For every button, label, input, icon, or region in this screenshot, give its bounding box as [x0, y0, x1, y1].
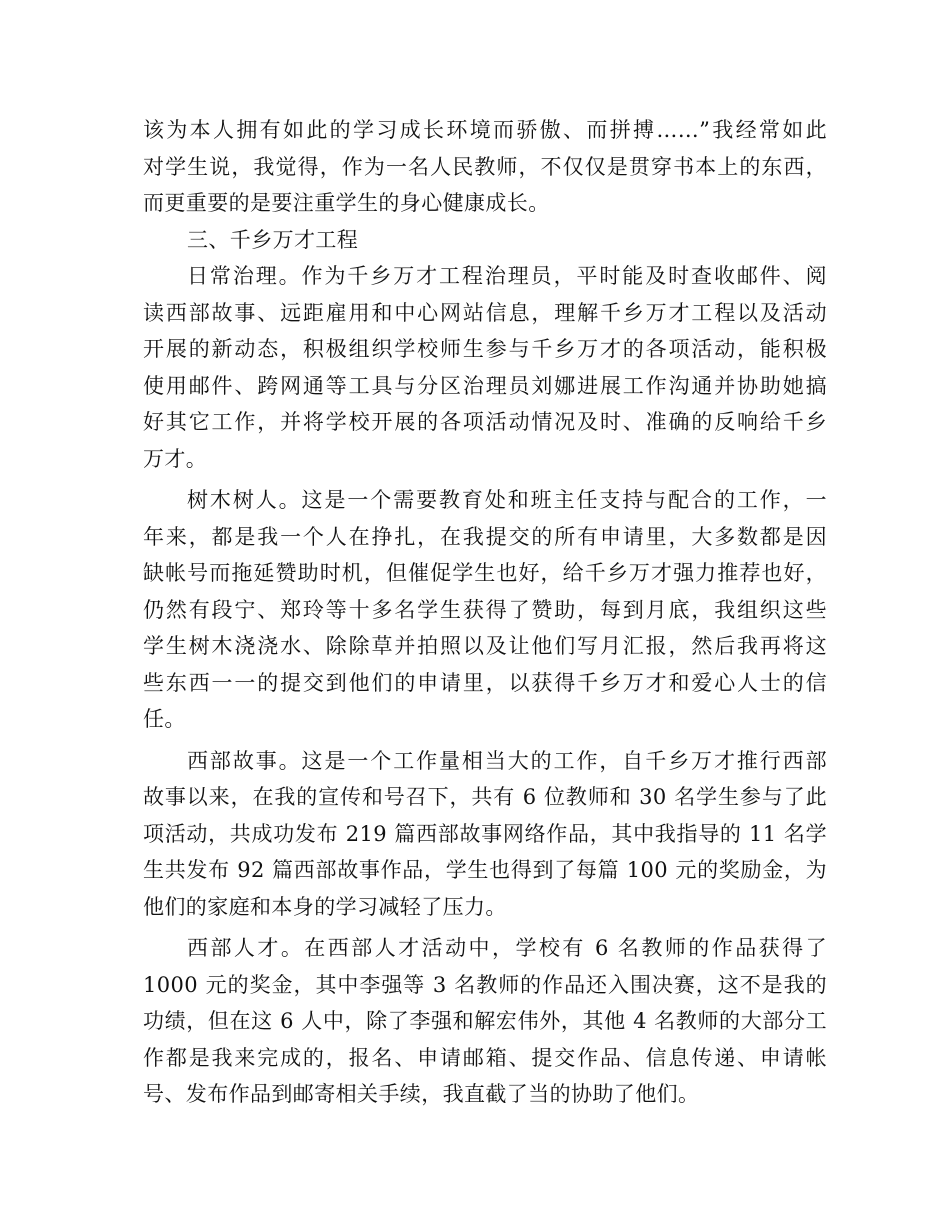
- text-line: 任。: [143, 707, 186, 731]
- text-line: 日常治理。作为千乡万才工程治理员，平时能及时查收邮件、阅: [187, 264, 827, 288]
- text-line: 三、千乡万才工程: [187, 227, 359, 252]
- text-line: 1000 元的奖金，其中李强等 3 名教师的作品还入围决赛，这不是我的: [143, 972, 827, 997]
- text-line: 对学生说，我觉得，作为一名人民教师，不仅仅是贯穿书本上的东西，: [143, 154, 827, 179]
- text-line: 学生树木浇浇水、除除草并拍照以及让他们写月汇报，然后我再将这: [143, 634, 827, 658]
- text-line: 项活动，共成功发布 219 篇西部故事网络作品，其中我指导的 11 名学: [143, 821, 827, 846]
- text-line: 缺帐号而拖延赞助时机，但催促学生也好，给千乡万才强力推荐也好，: [143, 561, 827, 585]
- text-line: 些东西一一的提交到他们的申请里，以获得千乡万才和爱心人士的信: [143, 670, 827, 695]
- text-line: 使用邮件、跨网通等工具与分区治理员刘娜进展工作沟通并协助她搞: [143, 373, 827, 398]
- text-line: 故事以来，在我的宣传和号召下，共有 6 位教师和 30 名学生参与了此: [143, 785, 827, 809]
- text-line: 功绩，但在这 6 人中，除了李强和解宏伟外，其他 4 名教师的大部分工: [143, 1009, 827, 1033]
- text-line: 西部人才。在西部人才活动中，学校有 6 名教师的作品获得了: [187, 936, 827, 960]
- text-line: 该为本人拥有如此的学习成长环境而骄傲、而拼搏……”我经常如此: [143, 118, 827, 142]
- text-line: 好其它工作，并将学校开展的各项活动情况及时、准确的反响给千乡: [143, 410, 827, 434]
- text-line: 年来，都是我一个人在挣扎，在我提交的所有申请里，大多数都是因: [143, 524, 827, 549]
- text-line: 仍然有段宁、郑玲等十多名学生获得了赞助，每到月底，我组织这些: [143, 597, 827, 622]
- text-line: 作都是我来完成的，报名、申请邮箱、提交作品、信息传递、申请帐: [143, 1045, 827, 1070]
- text-line: 生共发布 92 篇西部故事作品，学生也得到了每篇 100 元的奖励金，为: [143, 858, 827, 882]
- text-line: 他们的家庭和本身的学习减轻了压力。: [143, 894, 507, 919]
- text-line: 万才。: [143, 446, 208, 471]
- text-line: 而更重要的是要注重学生的身心健康成长。: [143, 191, 550, 215]
- text-line: 西部故事。这是一个工作量相当大的工作，自千乡万才推行西部: [187, 748, 827, 773]
- text-line: 号、发布作品到邮寄相关手续，我直截了当的协助了他们。: [143, 1082, 700, 1106]
- text-line: 读西部故事、远距雇用和中心网站信息，理解千乡万才工程以及活动: [143, 300, 827, 325]
- document-body: [143, 112, 827, 1113]
- text-line: 开展的新动态，积极组织学校师生参与千乡万才的各项活动，能积极: [143, 337, 827, 361]
- text-line: 树木树人。这是一个需要教育处和班主任支持与配合的工作，一: [187, 488, 827, 512]
